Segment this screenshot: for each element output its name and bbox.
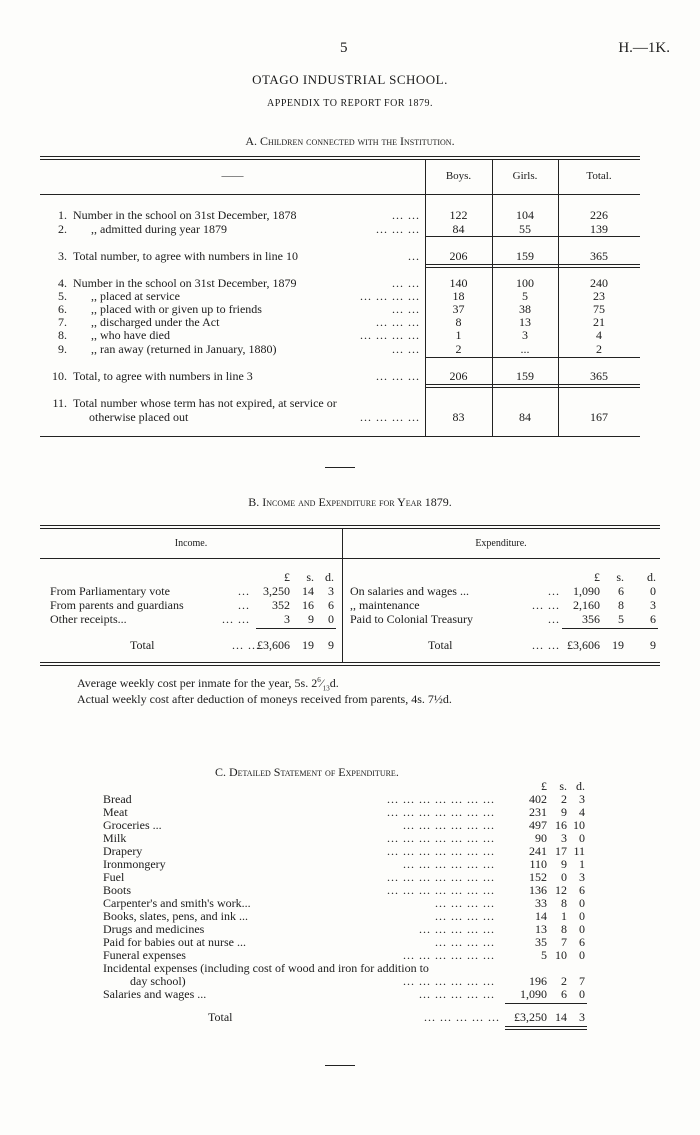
- expenditure-shillings: 5: [618, 612, 624, 626]
- expense-pence: 11: [573, 844, 585, 858]
- cell-girls: 38: [519, 302, 531, 316]
- expenditure-pounds: 2,160: [573, 598, 600, 612]
- leader-dots: ...: [548, 584, 560, 598]
- expense-pounds: 110: [529, 857, 547, 871]
- row-label-continued: otherwise placed out: [89, 410, 189, 424]
- expense-shillings: 17: [555, 844, 567, 858]
- row-leader-dots: ... ... ...: [376, 222, 420, 236]
- row-leader-dots: ... ... ...: [376, 369, 420, 383]
- cell-girls: 159: [516, 369, 534, 383]
- row-number: 3.: [58, 249, 67, 263]
- total-rule: [425, 264, 640, 265]
- row-number: 2.: [58, 222, 67, 236]
- expense-pence: 0: [579, 896, 585, 910]
- expense-label-continued: day school): [130, 974, 186, 988]
- leader-dots: ... ...: [232, 638, 260, 652]
- row-number: 8.: [58, 328, 67, 342]
- currency-shillings-header: s.: [616, 570, 624, 584]
- leader-dots: ... ... ... ...: [435, 935, 495, 949]
- cell-boys: 84: [452, 222, 465, 236]
- cell-boys: 206: [449, 369, 468, 383]
- cell-total: 2: [596, 342, 602, 356]
- row-label: Total number whose term has not expired, at service or: [73, 396, 337, 410]
- leader-dots: ... ... ... ... ... ... ...: [387, 870, 495, 884]
- expense-pounds: 5: [541, 948, 547, 962]
- cell-total: 240: [590, 276, 608, 290]
- expense-label: Drugs and medicines: [103, 922, 205, 936]
- document-reference: H.—1K.: [618, 40, 670, 56]
- cell-girls: 159: [516, 249, 534, 263]
- table-b-bottom-rule: [40, 662, 660, 663]
- expense-label: Carpenter's and smith's work...: [103, 896, 251, 910]
- row-label: ,, who have died: [91, 328, 170, 342]
- cell-boys: 206: [449, 249, 468, 263]
- leader-dots: ...: [238, 584, 250, 598]
- expenditure-label: ,, maintenance: [350, 598, 420, 612]
- expenditure-header: Expenditure.: [475, 538, 527, 549]
- expenditure-total-pence: 9: [650, 638, 656, 652]
- expense-shillings: 8: [561, 896, 567, 910]
- row-number: 10.: [52, 369, 67, 383]
- expenditure-pence: 3: [650, 598, 656, 612]
- income-pence: 3: [328, 584, 334, 598]
- income-pounds: 352: [272, 598, 290, 612]
- total-rule: [425, 236, 640, 237]
- leader-dots: ... ...: [222, 612, 250, 626]
- cell-total: 23: [593, 289, 605, 303]
- cell-boys: 83: [452, 410, 465, 424]
- expense-pounds: 497: [529, 818, 547, 832]
- cell-girls: 104: [516, 208, 534, 222]
- leader-dots: ... ...: [532, 638, 560, 652]
- expenditure-label: On salaries and wages ...: [350, 584, 469, 598]
- income-pounds: 3,250: [263, 584, 290, 598]
- section-a-heading: A. Children connected with the Institution.: [245, 134, 455, 148]
- table-b-bottom-rule-2: [40, 665, 660, 666]
- section-c-heading: C. Detailed Statement of Expenditure.: [215, 765, 399, 779]
- expense-pence: 0: [579, 909, 585, 923]
- leader-dots: ... ...: [532, 598, 560, 612]
- leader-dots: ... ... ... ... ... ... ...: [387, 805, 495, 819]
- leader-dots: ... ... ... ...: [435, 909, 495, 923]
- expense-total-pounds: £3,250: [514, 1010, 547, 1024]
- expense-shillings: 1: [561, 909, 567, 923]
- cell-boys: 18: [452, 289, 465, 303]
- expense-pounds: 13: [535, 922, 547, 936]
- income-shillings: 14: [302, 584, 314, 598]
- row-label: ,, placed at service: [91, 289, 180, 303]
- expenditure-total-shillings: 19: [612, 638, 624, 652]
- currency-pence-header: d.: [325, 570, 334, 584]
- cell-boys: 122: [449, 208, 468, 222]
- row-number: 5.: [58, 289, 67, 303]
- actual-cost-note: Actual weekly cost after deduction of moneys received from parents, 4s. 7½d.: [77, 692, 452, 706]
- expense-pence: 0: [579, 987, 585, 1001]
- expense-pence: 0: [579, 948, 585, 962]
- currency-shillings-header: s.: [306, 570, 314, 584]
- cell-total: 75: [593, 302, 605, 316]
- table-b-top-rule: [40, 525, 660, 526]
- expense-pounds: 33: [535, 896, 547, 910]
- expense-total-label: Total: [208, 1010, 233, 1024]
- row-leader-dots: ... ... ... ...: [360, 328, 420, 342]
- expense-label: Drapery: [103, 844, 143, 858]
- table-a-top-rule: [40, 156, 640, 157]
- income-pounds: 3: [284, 612, 290, 626]
- cell-boys: 1: [455, 328, 462, 342]
- expense-label: Groceries ...: [103, 818, 162, 832]
- cell-total: 139: [590, 222, 608, 236]
- expense-pounds: 241: [529, 844, 547, 858]
- expense-pence: 6: [579, 935, 585, 949]
- table-b-top-rule-2: [40, 528, 660, 529]
- row-leader-dots: ... ...: [392, 276, 420, 290]
- leader-dots: ...: [238, 598, 250, 612]
- total-rule: [425, 357, 640, 358]
- income-header: Income.: [174, 538, 208, 549]
- expense-pence: 0: [579, 922, 585, 936]
- total-rule: [425, 384, 640, 385]
- income-label: From parents and guardians: [50, 598, 184, 612]
- section-b-heading: B. Income and Expenditure for Year 1879.: [248, 495, 452, 509]
- leader-dots: ... ... ... ... ...: [419, 987, 495, 1001]
- expense-pence: 10: [573, 818, 585, 832]
- cell-girls: 5: [522, 289, 528, 303]
- leader-dots: ... ... ... ... ... ... ...: [387, 831, 495, 845]
- table-a-bottom-rule: [40, 436, 640, 437]
- row-number: 4.: [58, 276, 67, 290]
- leader-dots: ... ... ... ... ...: [424, 1010, 500, 1024]
- page-title: OTAGO INDUSTRIAL SCHOOL.: [252, 72, 448, 87]
- income-total-pounds: £3,606: [257, 638, 290, 652]
- cell-boys: 140: [449, 276, 468, 290]
- expense-pence: 4: [579, 805, 585, 819]
- expense-label: Salaries and wages ...: [103, 987, 207, 1001]
- expense-label: Milk: [103, 831, 127, 845]
- income-label: From Parliamentary vote: [50, 584, 170, 598]
- income-total-label: Total: [130, 638, 155, 652]
- table-a-header-rule: [40, 194, 640, 195]
- cell-total: 365: [590, 369, 608, 383]
- income-label: Other receipts...: [50, 612, 127, 626]
- expenditure-label: Paid to Colonial Treasury: [350, 612, 474, 626]
- row-label: ,, admitted during year 1879: [91, 222, 227, 236]
- expense-pounds: 231: [529, 805, 547, 819]
- table-a-top-rule-2: [40, 159, 640, 160]
- income-shillings: 9: [308, 612, 314, 626]
- expense-shillings: 16: [555, 818, 567, 832]
- cell-total: 4: [596, 328, 602, 342]
- cell-girls: 13: [519, 315, 531, 329]
- average-cost-note: Average weekly cost per inmate for the year, 5s. $2^6⁄_{13}d$.: [77, 676, 339, 693]
- leader-dots: ... ... ... ... ... ...: [403, 948, 495, 962]
- total-rule: [505, 1026, 587, 1027]
- expense-label: Paid for babies out at nurse ...: [103, 935, 246, 949]
- row-leader-dots: ... ...: [392, 208, 420, 222]
- end-rule: [325, 1065, 355, 1066]
- row-leader-dots: ... ...: [392, 342, 420, 356]
- cell-total: 226: [590, 208, 608, 222]
- cell-boys: 8: [455, 315, 462, 329]
- expense-label: Boots: [103, 883, 132, 897]
- income-sum-rule: [256, 628, 336, 629]
- cell-girls: 100: [516, 276, 534, 290]
- expense-pounds: 196: [529, 974, 547, 988]
- leader-dots: ... ... ... ... ... ... ...: [387, 792, 495, 806]
- row-label: ,, placed with or given up to friends: [91, 302, 262, 316]
- expense-shillings: 10: [555, 948, 567, 962]
- expenditure-total-label: Total: [428, 638, 453, 652]
- total-rule-double: [425, 387, 640, 388]
- row-leader-dots: ... ... ... ...: [360, 410, 420, 424]
- row-number: 6.: [58, 302, 67, 316]
- expense-pounds: 90: [535, 831, 547, 845]
- income-pence: 0: [328, 612, 334, 626]
- expense-shillings: 9: [561, 805, 567, 819]
- cell-boys: 37: [452, 302, 465, 316]
- expense-pence: 0: [579, 831, 585, 845]
- leader-dots: ... ... ... ... ... ...: [403, 974, 495, 988]
- leader-dots: ... ... ... ...: [435, 896, 495, 910]
- leader-dots: ... ... ... ... ... ... ...: [387, 844, 495, 858]
- column-header-girls: Girls.: [512, 170, 538, 182]
- expenditure-pounds: 356: [582, 612, 600, 626]
- expenditure-pounds: 1,090: [573, 584, 600, 598]
- expense-label: Fuel: [103, 870, 125, 884]
- expenditure-total-pounds: £3,606: [567, 638, 600, 652]
- row-number: 11.: [52, 396, 67, 410]
- row-leader-dots: ... ...: [392, 302, 420, 316]
- total-rule-double: [505, 1029, 587, 1030]
- leader-dots: ...: [548, 612, 560, 626]
- expense-pounds: 1,090: [520, 987, 547, 1001]
- expenditure-sum-rule: [562, 628, 658, 629]
- income-total-shillings: 19: [302, 638, 314, 652]
- expense-label: Ironmongery: [103, 857, 166, 871]
- expenditure-pence: 6: [650, 612, 656, 626]
- currency-pounds-header: £: [594, 570, 600, 584]
- currency-pence-header: d.: [647, 570, 656, 584]
- currency-pence-header: d.: [576, 779, 585, 793]
- leader-dots: ... ... ... ... ... ...: [403, 818, 495, 832]
- row-label: Total, to agree with numbers in line 3: [73, 369, 253, 383]
- expenditure-shillings: 6: [618, 584, 624, 598]
- expense-pounds: 152: [529, 870, 547, 884]
- currency-pounds-header: £: [284, 570, 290, 584]
- row-leader-dots: ... ... ... ...: [360, 289, 420, 303]
- leader-dots: ... ... ... ... ...: [419, 922, 495, 936]
- cell-girls: 3: [522, 328, 528, 342]
- cell-total: 21: [593, 315, 605, 329]
- expense-label: Funeral expenses: [103, 948, 186, 962]
- row-leader-dots: ...: [408, 249, 420, 263]
- expense-shillings: 7: [561, 935, 567, 949]
- row-leader-dots: ... ... ...: [376, 315, 420, 329]
- expense-label: Incidental expenses (including cost of wood and iron for addition to: [103, 961, 429, 975]
- expense-pence: 6: [579, 883, 585, 897]
- cell-girls: 84: [519, 410, 531, 424]
- expense-pounds: 136: [529, 883, 547, 897]
- expense-label: Bread: [103, 792, 132, 806]
- expense-shillings: 8: [561, 922, 567, 936]
- income-pence: 6: [328, 598, 334, 612]
- expense-pence: 1: [579, 857, 585, 871]
- expense-shillings: 2: [561, 792, 567, 806]
- row-number: 1.: [58, 208, 67, 222]
- expense-shillings: 9: [561, 857, 567, 871]
- row-label: ,, discharged under the Act: [91, 315, 220, 329]
- row-label: ,, ran away (returned in January, 1880): [91, 342, 277, 356]
- cell-girls: 55: [519, 222, 531, 236]
- income-shillings: 16: [302, 598, 314, 612]
- leader-dots: ... ... ... ... ... ... ...: [387, 883, 495, 897]
- expense-shillings: 0: [561, 870, 567, 884]
- row-number: 9.: [58, 342, 67, 356]
- row-label: Number in the school on 31st December, 1879: [73, 276, 297, 290]
- expense-total-pence: 3: [579, 1010, 585, 1024]
- expense-shillings: 2: [561, 974, 567, 988]
- income-total-pence: 9: [328, 638, 334, 652]
- column-header-boys: Boys.: [445, 170, 472, 182]
- currency-pounds-header: £: [541, 779, 547, 793]
- expense-pounds: 14: [535, 909, 547, 923]
- column-header-total: Total.: [586, 170, 612, 182]
- expense-label: Books, slates, pens, and ink ...: [103, 909, 248, 923]
- expense-shillings: 3: [561, 831, 567, 845]
- cell-girls: ...: [520, 342, 530, 356]
- expense-pence: 3: [579, 870, 585, 884]
- row-number: 7.: [58, 315, 67, 329]
- expense-shillings: 6: [561, 987, 567, 1001]
- expenditure-shillings: 8: [618, 598, 624, 612]
- expense-label: Meat: [103, 805, 128, 819]
- table-b-header-rule: [40, 558, 660, 559]
- expense-total-shillings: 14: [555, 1010, 567, 1024]
- leader-dots: ... ... ... ... ... ...: [403, 857, 495, 871]
- expense-pence: 7: [579, 974, 585, 988]
- currency-shillings-header: s.: [559, 779, 567, 793]
- expenditure-pence: 0: [650, 584, 656, 598]
- sum-rule: [505, 1003, 587, 1004]
- cell-total: 167: [590, 410, 608, 424]
- table-a-blank-header: ——: [221, 170, 244, 182]
- row-label: Total number, to agree with numbers in line 10: [73, 249, 298, 263]
- total-rule-double: [425, 267, 640, 268]
- cell-boys: 2: [455, 342, 462, 356]
- page-number: 5: [340, 40, 348, 56]
- separator-rule: [325, 467, 355, 468]
- expense-pence: 3: [579, 792, 585, 806]
- row-label: Number in the school on 31st December, 1878: [73, 208, 297, 222]
- expense-pounds: 402: [529, 792, 547, 806]
- cell-total: 365: [590, 249, 608, 263]
- expense-shillings: 12: [555, 883, 567, 897]
- expense-pounds: 35: [535, 935, 547, 949]
- page-subtitle: APPENDIX TO REPORT FOR 1879.: [267, 98, 433, 109]
